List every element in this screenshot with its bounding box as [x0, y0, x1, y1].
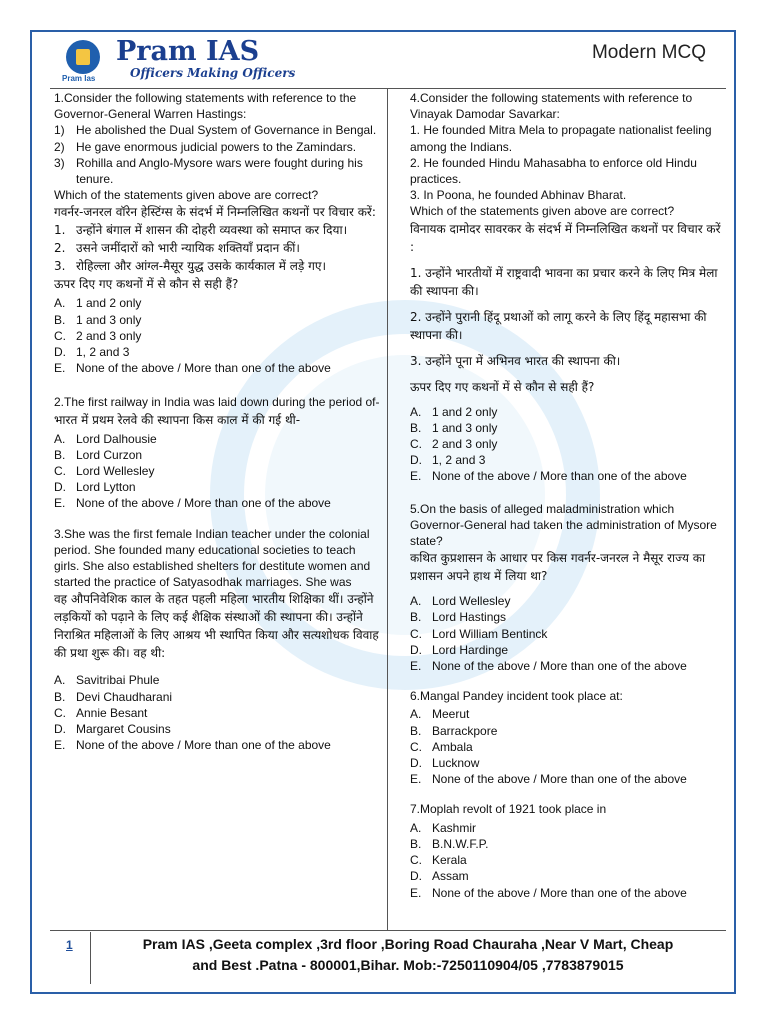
- option-label: E.: [54, 361, 66, 376]
- option[interactable]: [54, 705, 380, 721]
- option-label: C.: [54, 464, 66, 479]
- left-column: [54, 90, 380, 753]
- option-text: 1 and 3 only: [432, 420, 498, 435]
- option-label: B.: [410, 610, 422, 625]
- option-label: B.: [410, 836, 422, 851]
- footer-line-2: and Best .Patna - 800001,Bihar. Mob:-7250110904/05 ,7783879015: [192, 957, 624, 973]
- option-text: None of the above / More than one of the above: [432, 469, 687, 484]
- hindi-statement: [54, 221, 380, 239]
- option[interactable]: [410, 771, 728, 787]
- option[interactable]: [410, 836, 728, 852]
- option-label: A.: [410, 594, 422, 609]
- option[interactable]: [410, 420, 728, 436]
- question-5: [410, 501, 728, 675]
- option-label: C.: [410, 626, 422, 641]
- document-title: Modern MCQ: [591, 42, 706, 63]
- option[interactable]: [54, 463, 380, 479]
- option[interactable]: [54, 431, 380, 447]
- statement-number: 1): [54, 123, 65, 138]
- option-label: D.: [54, 345, 66, 360]
- option-label: E.: [410, 659, 422, 674]
- logo-caption: Pram Ias: [62, 74, 96, 83]
- option-label: E.: [410, 885, 422, 900]
- option-text: None of the above / More than one of the above: [432, 659, 687, 674]
- option-text: Lord William Bentinck: [432, 626, 548, 641]
- option[interactable]: [54, 312, 380, 328]
- question-4: [410, 90, 728, 485]
- question-7: [410, 801, 728, 900]
- option-text: None of the above / More than one of the above: [76, 361, 331, 376]
- question-3: [54, 526, 380, 754]
- option[interactable]: [410, 820, 728, 836]
- option-label: E.: [410, 469, 422, 484]
- option-label: B.: [410, 420, 422, 435]
- option-text: None of the above / More than one of the above: [76, 738, 331, 753]
- question-1: [54, 90, 380, 376]
- question-1-hindi-ask: ऊपर दिए गए कथनों में से कौन से सही हैं?: [54, 277, 239, 292]
- option-text: Margaret Cousins: [76, 722, 171, 737]
- option[interactable]: [54, 328, 380, 344]
- option[interactable]: [410, 658, 728, 674]
- option-text: Barrackpore: [432, 723, 498, 738]
- question-1-text: 1.Consider the following statements with reference to the Governor-General Warren Hastings:: [54, 91, 357, 122]
- brand-name: Pram IAS: [116, 36, 260, 67]
- option[interactable]: [54, 447, 380, 463]
- statement-text: उसने जमींदारों को भारी न्यायिक शक्तियाँ प्रदान कीं।: [76, 241, 300, 256]
- question-6: [410, 688, 728, 787]
- option-text: Ambala: [432, 739, 473, 754]
- question-5-text: 5.On the basis of alleged maladministration which Governor-General had taken the administration of Mysore state?: [410, 501, 717, 549]
- statement-text: उन्होंने बंगाल में शासन की दोहरी व्यवस्था को समाप्त कर दिया।: [76, 223, 348, 238]
- statement-number: 3): [54, 155, 65, 170]
- option-label: A.: [410, 820, 422, 835]
- option-label: C.: [410, 437, 422, 452]
- statement-text: He gave enormous judicial powers to the Zamindars.: [76, 139, 357, 154]
- option[interactable]: [54, 672, 380, 688]
- option-label: B.: [54, 689, 66, 704]
- spacer: [410, 485, 728, 501]
- statement: 2. He founded Hindu Mahasabha to enforce old Hindu practices.: [410, 155, 697, 187]
- option-label: B.: [54, 312, 66, 327]
- option[interactable]: [54, 344, 380, 360]
- question-4-hindi: विनायक दामोदर सावरकर के संदर्भ में निम्नलिखित कथनों पर विचार करें :: [410, 221, 721, 254]
- question-3-hindi: वह औपनिवेशिक काल के तहत पहली महिला भारतीय शिक्षिका थीं। उन्होंने लड़कियों को पढ़ाने के लिए कई शैक्षिक संस्थाओं की स्थापना की। उन्होंने निराश्रित महिलाओं के लिए आश्रय भी स्थापित किया और सत्यशोधक विवाह की प्रथा शुरू की। वह थी:: [54, 592, 379, 661]
- option[interactable]: [410, 755, 728, 771]
- statement-number: 2): [54, 139, 65, 154]
- options: [54, 295, 380, 376]
- option-text: Lord Dalhousie: [76, 431, 157, 446]
- option-text: Meerut: [432, 707, 470, 722]
- option-label: A.: [410, 404, 422, 419]
- option[interactable]: [54, 495, 380, 511]
- statement-number: 1.: [54, 223, 66, 238]
- option-label: A.: [410, 707, 422, 722]
- option-label: D.: [410, 756, 422, 771]
- statement-text: He abolished the Dual System of Governance in Bengal.: [76, 123, 377, 138]
- spacer: [410, 787, 728, 801]
- option[interactable]: [410, 626, 728, 642]
- pram-ias-logo-icon: [66, 40, 100, 74]
- column-divider: [387, 88, 388, 930]
- brand-tagline: Officers Making Officers: [130, 66, 296, 80]
- question-3-text: 3.She was the first female Indian teacher under the colonial period. She founded many educational societies to teach girls. She also established shelters for destitute women and started the practice of Satyasodhak marriages. She was: [54, 526, 371, 590]
- option-text: 1 and 2 only: [432, 404, 498, 419]
- option[interactable]: [410, 452, 728, 468]
- option-label: E.: [54, 738, 66, 753]
- statement: 3. In Poona, he founded Abhinav Bharat.: [410, 188, 627, 203]
- option[interactable]: [410, 868, 728, 884]
- option-label: C.: [54, 328, 66, 343]
- option-label: A.: [54, 431, 66, 446]
- statement: [54, 155, 380, 187]
- option[interactable]: [54, 737, 380, 753]
- spacer: [54, 512, 380, 526]
- option[interactable]: [410, 468, 728, 484]
- options: [410, 593, 728, 674]
- page-header: [60, 34, 720, 86]
- option-text: B.N.W.F.P.: [432, 836, 489, 851]
- statement: [54, 139, 380, 155]
- option[interactable]: [410, 642, 728, 658]
- options: [410, 404, 728, 485]
- option-text: Kashmir: [432, 820, 477, 835]
- option-text: Lord Hastings: [432, 610, 507, 625]
- option-label: A.: [54, 673, 66, 688]
- option-text: Annie Besant: [76, 705, 148, 720]
- option-label: D.: [54, 722, 66, 737]
- option-label: E.: [410, 772, 422, 787]
- option[interactable]: [410, 436, 728, 452]
- question-1-ask: Which of the statements given above are correct?: [54, 188, 319, 203]
- option-text: None of the above / More than one of the above: [432, 885, 687, 900]
- question-5-hindi: कथित कुप्रशासन के आधार पर किस गवर्नर-जनरल ने मैसूर राज्य का प्रशासन अपने हाथ में लिया था?: [410, 551, 706, 584]
- question-6-text: 6.Mangal Pandey incident took place at:: [410, 689, 623, 704]
- option-label: B.: [410, 723, 422, 738]
- option-text: None of the above / More than one of the above: [76, 496, 331, 511]
- option-label: D.: [410, 453, 422, 468]
- statement: [54, 122, 380, 138]
- hindi-statement: 2. उन्होंने पुरानी हिंदू प्रथाओं को लागू करने के लिए हिंदू महासभा की स्थापना की।: [410, 309, 707, 342]
- option-text: 1 and 3 only: [76, 312, 142, 327]
- option-text: Kerala: [432, 853, 467, 868]
- option-text: Lucknow: [432, 756, 480, 771]
- option-text: 2 and 3 only: [432, 437, 498, 452]
- hindi-statement: [54, 257, 380, 275]
- option[interactable]: [410, 404, 728, 420]
- option[interactable]: [410, 593, 728, 609]
- statement-number: 2.: [54, 241, 66, 256]
- question-7-text: 7.Moplah revolt of 1921 took place in: [410, 802, 607, 817]
- question-2-text: 2.The first railway in India was laid down during the period of-: [54, 395, 380, 410]
- option[interactable]: [410, 739, 728, 755]
- options: [54, 672, 380, 753]
- hindi-statement: [54, 239, 380, 257]
- option-text: 2 and 3 only: [76, 328, 142, 343]
- right-column: [410, 90, 728, 901]
- header-divider: [50, 88, 726, 89]
- question-2: [54, 394, 380, 511]
- hindi-statement: 3. उन्होंने पूना में अभिनव भारत की स्थापना की।: [410, 353, 621, 368]
- option-label: C.: [410, 853, 422, 868]
- option[interactable]: [54, 689, 380, 705]
- question-1-hindi: गवर्नर-जनरल वॉरेन हेस्टिंग्स के संदर्भ में निम्नलिखित कथनों पर विचार करें:: [54, 205, 376, 220]
- options: [410, 706, 728, 787]
- option-text: Devi Chaudharani: [76, 689, 173, 704]
- statement-text: Rohilla and Anglo-Mysore wars were fought during his tenure.: [76, 155, 363, 187]
- option-text: Assam: [432, 869, 469, 884]
- option-label: C.: [54, 705, 66, 720]
- option-text: Savitribai Phule: [76, 673, 160, 688]
- statement-text: रोहिल्ला और आंग्ल-मैसूर युद्ध उसके कार्यकाल में लड़े गए।: [76, 259, 327, 274]
- question-4-ask: Which of the statements given above are correct?: [410, 204, 675, 219]
- options: [410, 820, 728, 901]
- option-label: C.: [410, 739, 422, 754]
- option-label: D.: [54, 480, 66, 495]
- statement-number: 3.: [54, 259, 66, 274]
- footer-address: [96, 934, 720, 976]
- option[interactable]: [54, 295, 380, 311]
- option-text: Lord Lytton: [76, 480, 136, 495]
- option-text: Lord Curzon: [76, 447, 143, 462]
- option[interactable]: [410, 723, 728, 739]
- statement: 1. He founded Mitra Mela to propagate nationalist feeling among the Indians.: [410, 123, 712, 154]
- option-text: None of the above / More than one of the above: [432, 772, 687, 787]
- option-text: 1, 2 and 3: [76, 345, 130, 360]
- option[interactable]: [410, 609, 728, 625]
- option-text: Lord Wellesley: [432, 594, 511, 609]
- option[interactable]: [54, 721, 380, 737]
- footer-separator: [90, 932, 91, 984]
- option-label: A.: [54, 296, 66, 311]
- option-text: Lord Hardinge: [432, 642, 509, 657]
- option-label: D.: [410, 869, 422, 884]
- option[interactable]: [410, 852, 728, 868]
- footer-divider: [50, 930, 726, 931]
- spacer: [410, 674, 728, 688]
- option[interactable]: [410, 885, 728, 901]
- option-text: 1 and 2 only: [76, 296, 142, 311]
- option[interactable]: [54, 479, 380, 495]
- question-4-text: 4.Consider the following statements with reference to Vinayak Damodar Savarkar:: [410, 91, 693, 122]
- option[interactable]: [54, 360, 380, 376]
- option-text: 1, 2 and 3: [432, 453, 486, 468]
- question-4-hindi-ask: ऊपर दिए गए कथनों में से कौन से सही हैं?: [410, 379, 595, 394]
- question-2-hindi: भारत में प्रथम रेलवे की स्थापना किस काल में की गई थी-: [54, 412, 301, 427]
- option-text: Lord Wellesley: [76, 464, 155, 479]
- options: [54, 431, 380, 512]
- option[interactable]: [410, 706, 728, 722]
- page-number: 1: [66, 938, 73, 952]
- spacer: [54, 376, 380, 394]
- hindi-statement: 1. उन्होंने भारतीयों में राष्ट्रवादी भावना का प्रचार करने के लिए मित्र मेला की स्थापना की।: [410, 265, 718, 298]
- footer-line-1: Pram IAS ,Geeta complex ,3rd floor ,Boring Road Chauraha ,Near V Mart, Cheap: [142, 936, 674, 952]
- option-label: E.: [54, 496, 66, 511]
- option-label: B.: [54, 447, 66, 462]
- option-label: D.: [410, 642, 422, 657]
